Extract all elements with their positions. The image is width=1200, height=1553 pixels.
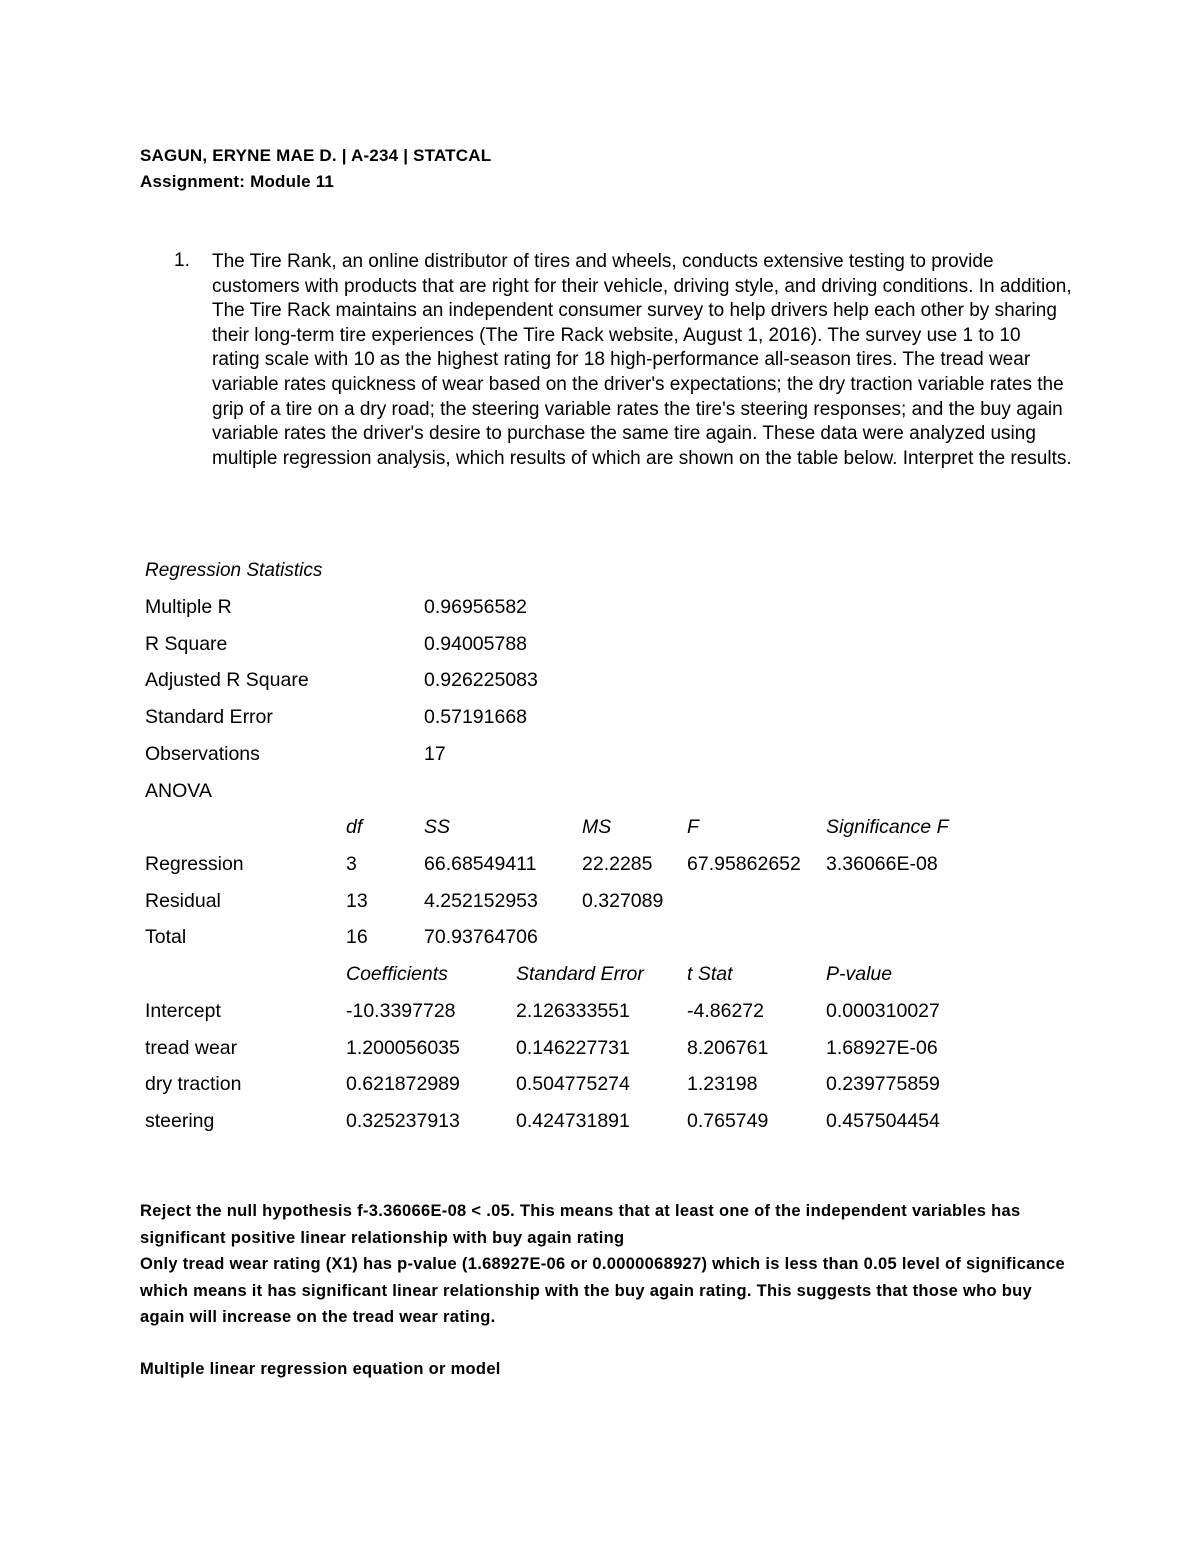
anova-row [0,926,1200,956]
student-header: SAGUN, ERYNE MAE D. | A-234 | STATCAL [140,146,492,165]
stat-value: 0.926225083 [424,669,538,691]
coef-row [0,1073,1200,1103]
coef-row [0,1037,1200,1067]
anova-label: Total [145,926,187,948]
regression-statistics-title: Regression Statistics [145,560,323,581]
answer-paragraph-2: Only tread wear rating (X1) has p-value (1.68927E-06 or 0.0000068927) which is less than 0.05 level of significance which means it has significant linear relationship with the buy again rating. This suggests that those who buy again will increase on the tread wear rating. [140,1255,1065,1326]
anova-row [0,890,1200,920]
anova-ms: 22.2285 [582,853,653,875]
anova-header-f: F [687,816,699,838]
anova-title: ANOVA [145,780,212,802]
anova-row [0,853,1200,883]
coef-t: 0.765749 [687,1110,769,1132]
coef-se: 0.504775274 [516,1073,630,1095]
coef-header-row [0,963,1200,993]
stat-value: 17 [424,743,446,765]
question-text: The Tire Rank, an online distributor of tires and wheels, conducts extensive testing to provide customers with products that are right for their vehicle, driving style, and driving conditions. In addition, The Tire Rack maintains an independent consumer survey to help drivers help each other by sharing their long-term tire experiences (The Tire Rack website, August 1, 2016). The survey use 1 to 10 rating scale with 10 as the highest rating for 18 high-performance all-season tires. The tread wear variable rates quickness of wear based on the driver's expectations; the dry traction variable rates the grip of a tire on a dry road; the steering variable rates the tire's steering responses; and the buy again variable rates the driver's desire to purchase the same tire again. These data were analyzed using multiple regression analysis, which results of which are shown on the table below. Interpret the results. [212,251,1072,469]
coef-header-p-value: P-value [826,963,893,985]
coef-se: 0.146227731 [516,1037,630,1059]
coef-value: 0.621872989 [346,1073,460,1095]
coef-header-coefficients: Coefficients [346,963,448,985]
stat-label: R Square [145,633,228,655]
assignment-title: Assignment: Module 11 [140,172,335,191]
stat-row [0,706,1200,736]
coef-se: 0.424731891 [516,1110,630,1132]
anova-title-row [0,780,1200,810]
anova-label: Regression [145,853,244,875]
answer-paragraph-1: Reject the null hypothesis f-3.36066E-08 < .05. This means that at least one of the independent variables has significant positive linear relationship with buy again rating [140,1202,1021,1247]
stat-label: Observations [145,743,260,765]
stat-label: Adjusted R Square [145,669,309,691]
anova-header-ms: MS [582,816,612,838]
anova-ss: 4.252152953 [424,890,538,912]
coef-label: Intercept [145,1000,221,1022]
coef-t: 8.206761 [687,1037,769,1059]
anova-header-significance: Significance F [826,816,949,838]
stat-label: Standard Error [145,706,273,728]
anova-df: 13 [346,890,368,912]
coef-t: -4.86272 [687,1000,764,1022]
coef-value: -10.3397728 [346,1000,456,1022]
anova-df: 3 [346,853,357,875]
coef-p: 0.239775859 [826,1073,940,1095]
stat-value: 0.57191668 [424,706,528,728]
coef-p: 0.000310027 [826,1000,940,1022]
coef-label: steering [145,1110,215,1132]
anova-ss: 70.93764706 [424,926,538,948]
coef-p: 1.68927E-06 [826,1037,938,1059]
stat-value: 0.94005788 [424,633,528,655]
answer-paragraph-3: Multiple linear regression equation or model [140,1360,501,1378]
coef-t: 1.23198 [687,1073,758,1095]
anova-header-ss: SS [424,816,451,838]
coef-label: dry traction [145,1073,242,1095]
coef-row [0,1110,1200,1140]
anova-header-df: df [346,816,363,838]
stat-value: 0.96956582 [424,596,528,618]
coef-p: 0.457504454 [826,1110,940,1132]
stat-row [0,743,1200,773]
coef-header-standard-error: Standard Error [516,963,644,985]
anova-sig: 3.36066E-08 [826,853,938,875]
stat-row [0,669,1200,699]
anova-ss: 66.68549411 [424,853,537,875]
anova-f: 67.95862652 [687,853,801,875]
stat-row [0,596,1200,626]
anova-label: Residual [145,890,221,912]
coef-row [0,1000,1200,1030]
question-number: 1. [174,250,190,271]
anova-header-row [0,816,1200,846]
coef-header-t-stat: t Stat [687,963,733,985]
coef-se: 2.126333551 [516,1000,630,1022]
anova-df: 16 [346,926,368,948]
coef-label: tread wear [145,1037,238,1059]
stat-label: Multiple R [145,596,232,618]
coef-value: 0.325237913 [346,1110,460,1132]
stat-row [0,633,1200,663]
coef-value: 1.200056035 [346,1037,460,1059]
anova-ms: 0.327089 [582,890,664,912]
